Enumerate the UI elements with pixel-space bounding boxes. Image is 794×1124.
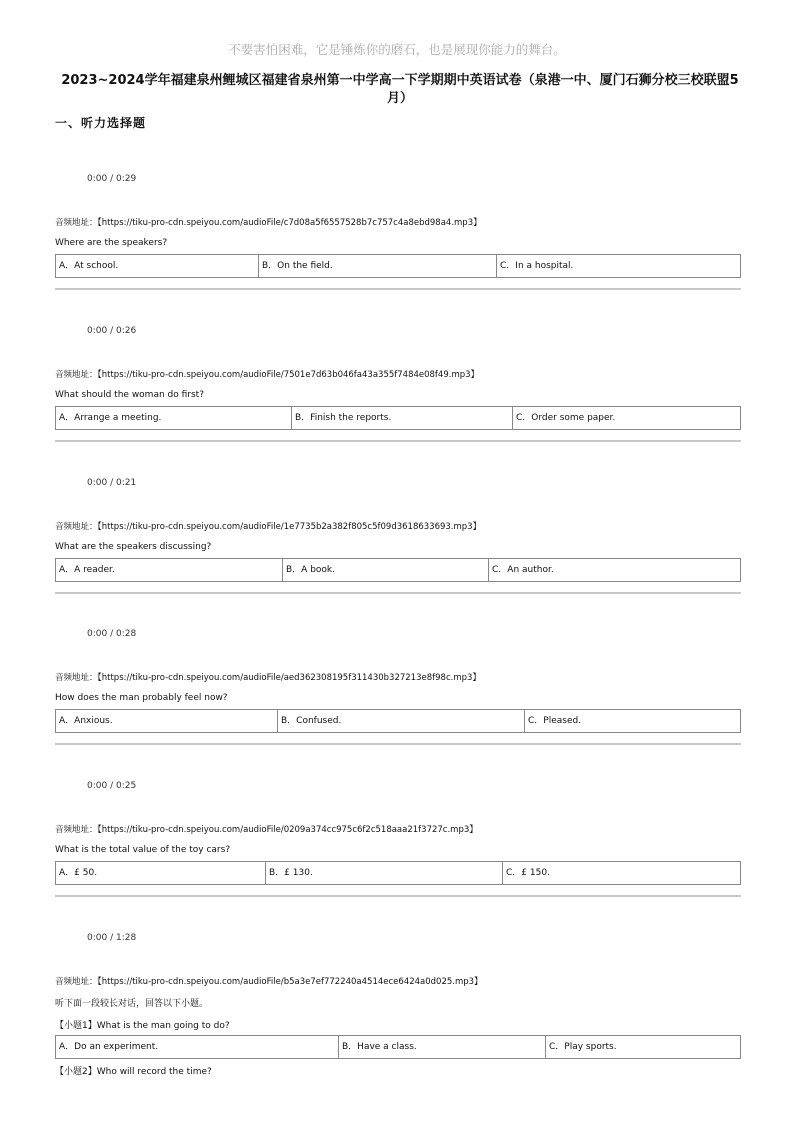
option-c[interactable]: C．An author.: [492, 565, 554, 575]
option-b[interactable]: B．A book.: [283, 559, 489, 581]
question-stem: How does the man probably feel now?: [55, 693, 228, 703]
divider: [55, 743, 741, 745]
option-c[interactable]: C．Pleased.: [528, 716, 582, 726]
sub-question-2: 【小题2】Who will record the time?: [55, 1067, 212, 1077]
audio-timer[interactable]: 0:00 / 0:26: [87, 326, 137, 336]
sub-question-1: 【小题1】What is the man going to do?: [55, 1021, 230, 1031]
option-a[interactable]: A．A reader.: [56, 559, 283, 581]
section-heading: 一、听力选择题: [55, 116, 147, 130]
options-row: [55, 558, 741, 582]
option-c[interactable]: C．Order some paper.: [516, 413, 616, 423]
divider: [55, 440, 741, 442]
options-row: [55, 861, 741, 885]
question-stem: What are the speakers discussing?: [55, 542, 212, 552]
audio-url: 音频地址：【https://tiku-pro-cdn.speiyou.com/audioFile/0209a374cc975c6f2c518aaa21f3727c.mp3】: [55, 825, 478, 835]
option-b[interactable]: B．Finish the reports.: [292, 407, 513, 429]
divider: [55, 288, 741, 290]
option-c[interactable]: C．£ 150.: [506, 868, 550, 878]
divider: [55, 592, 741, 594]
page-title: 2023~2024学年福建泉州鲤城区福建省泉州第一中学高一下学期期中英语试卷（泉港一中、厦门石狮分校三校联盟5月）: [61, 73, 739, 106]
option-a[interactable]: A．At school.: [56, 255, 259, 277]
question-stem: What should the woman do first?: [55, 390, 204, 400]
option-c[interactable]: C．In a hospital.: [500, 261, 574, 271]
audio-timer[interactable]: 0:00 / 1:28: [87, 933, 137, 943]
audio-url: 音频地址：【https://tiku-pro-cdn.speiyou.com/audioFile/1e7735b2a382f805c5f09d3618633693.mp3】: [55, 522, 482, 532]
option-a[interactable]: A．Anxious.: [56, 710, 278, 732]
audio-timer[interactable]: 0:00 / 0:28: [87, 629, 137, 639]
option-b[interactable]: B．On the field.: [259, 255, 497, 277]
option-b[interactable]: B．£ 130.: [266, 862, 503, 884]
options-row: [55, 254, 741, 278]
option-a[interactable]: A．Arrange a meeting.: [56, 407, 292, 429]
audio-url: 音频地址：【https://tiku-pro-cdn.speiyou.com/audioFile/c7d08a5f6557528b7c757c4a8ebd98a4.mp3】: [55, 218, 482, 228]
options-row: [55, 406, 741, 430]
option-b[interactable]: B．Confused.: [278, 710, 525, 732]
audio-timer[interactable]: 0:00 / 0:29: [87, 174, 137, 184]
audio-url: 音频地址：【https://tiku-pro-cdn.speiyou.com/audioFile/7501e7d63b046fa43a355f7484e08f49.mp3】: [55, 370, 480, 380]
option-c[interactable]: C．Play sports.: [549, 1042, 617, 1052]
motto-header: 不要害怕困难，它是锤炼你的磨石，也是展现你能力的舞台。: [228, 42, 566, 57]
audio-url: 音频地址：【https://tiku-pro-cdn.speiyou.com/audioFile/aed362308195f311430b327213e8f98c.mp3】: [55, 673, 481, 683]
option-a[interactable]: A．Do an experiment.: [56, 1036, 339, 1058]
question-stem: Where are the speakers?: [55, 238, 168, 248]
audio-timer[interactable]: 0:00 / 0:21: [87, 478, 137, 488]
option-b[interactable]: B．Have a class.: [339, 1036, 546, 1058]
option-a[interactable]: A．£ 50.: [56, 862, 266, 884]
audio-timer[interactable]: 0:00 / 0:25: [87, 781, 137, 791]
divider: [55, 895, 741, 897]
options-row: [55, 1035, 741, 1059]
question-stem: What is the total value of the toy cars?: [55, 845, 231, 855]
audio-url: 音频地址：【https://tiku-pro-cdn.speiyou.com/audioFile/b5a3e7ef772240a4514ece6424a0d025.mp3】: [55, 977, 483, 987]
instruction-text: 听下面一段较长对话，回答以下小题。: [55, 999, 209, 1009]
options-row: [55, 709, 741, 733]
